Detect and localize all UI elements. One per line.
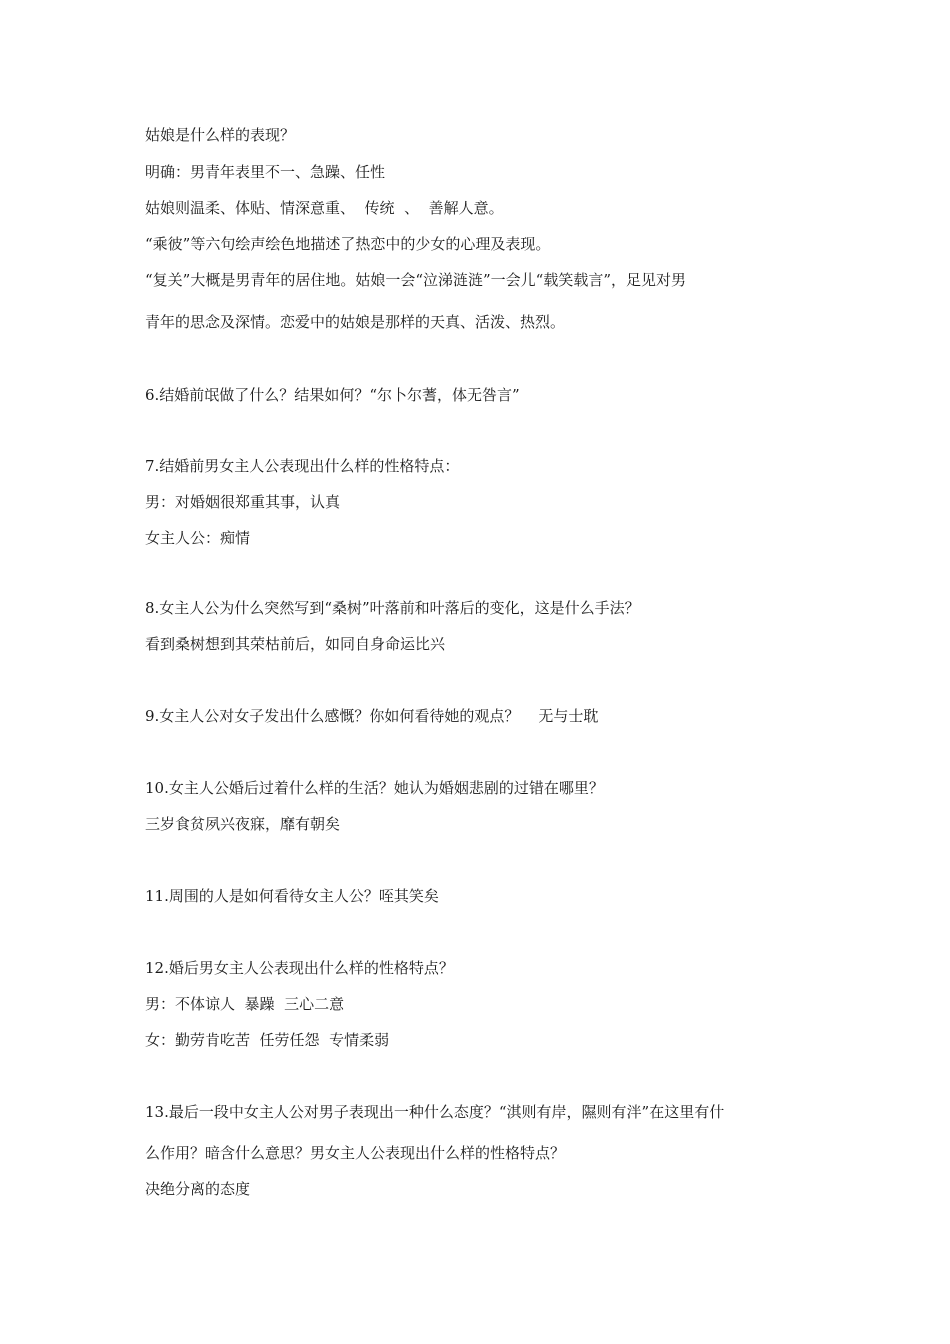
answer-line: 男：不体谅人 暴躁 三心二意 xyxy=(145,995,345,1013)
question-10: 10.女主人公婚后过着什么样的生活？她认为婚姻悲剧的过错在哪里？ xyxy=(145,779,604,797)
question-12: 12.婚后男女主人公表现出什么样的性格特点？ xyxy=(145,959,454,977)
answer-line: 男：对婚姻很郑重其事，认真 xyxy=(145,493,341,511)
question-11: 11.周围的人是如何看待女主人公？咥其笑矣 xyxy=(145,887,439,905)
answer-line: 女主人公：痴情 xyxy=(145,529,251,547)
text-line: 明确：男青年表里不一、急躁、任性 xyxy=(145,163,386,181)
text-line: “复关”大概是男青年的居住地。姑娘一会“泣涕涟涟”一会儿“载笑载言”，足见对男 xyxy=(145,271,687,289)
text-line: 姑娘则温柔、体贴、情深意重、 传统 、 善解人意。 xyxy=(145,199,504,217)
text-line: 么作用？暗含什么意思？男女主人公表现出什么样的性格特点？ xyxy=(145,1144,566,1162)
answer-line: 女：勤劳肯吃苦 任劳任怨 专情柔弱 xyxy=(145,1031,390,1049)
question-6: 6.结婚前氓做了什么？结果如何？“尔卜尔蓍，体无咎言” xyxy=(145,386,520,404)
question-7: 7.结婚前男女主人公表现出什么样的性格特点： xyxy=(145,457,460,475)
text-line: 姑娘是什么样的表现？ xyxy=(145,126,296,144)
answer-line: 看到桑树想到其荣枯前后，如同自身命运比兴 xyxy=(145,635,446,653)
question-13: 13.最后一段中女主人公对男子表现出一种什么态度？“淇则有岸，隰则有泮”在这里有什 xyxy=(145,1103,725,1121)
answer-line: 三岁食贫夙兴夜寐，靡有朝矣 xyxy=(145,815,341,833)
text-line: “乘彼”等六句绘声绘色地描述了热恋中的少女的心理及表现。 xyxy=(145,235,551,253)
text-line: 青年的思念及深情。恋爱中的姑娘是那样的天真、活泼、热烈。 xyxy=(145,313,566,331)
answer-line: 决绝分离的态度 xyxy=(145,1180,251,1198)
question-9: 9.女主人公对女子发出什么感慨？你如何看待她的观点？ 无与士耽 xyxy=(145,707,599,725)
question-8: 8.女主人公为什么突然写到“桑树”叶落前和叶落后的变化，这是什么手法？ xyxy=(145,599,640,617)
